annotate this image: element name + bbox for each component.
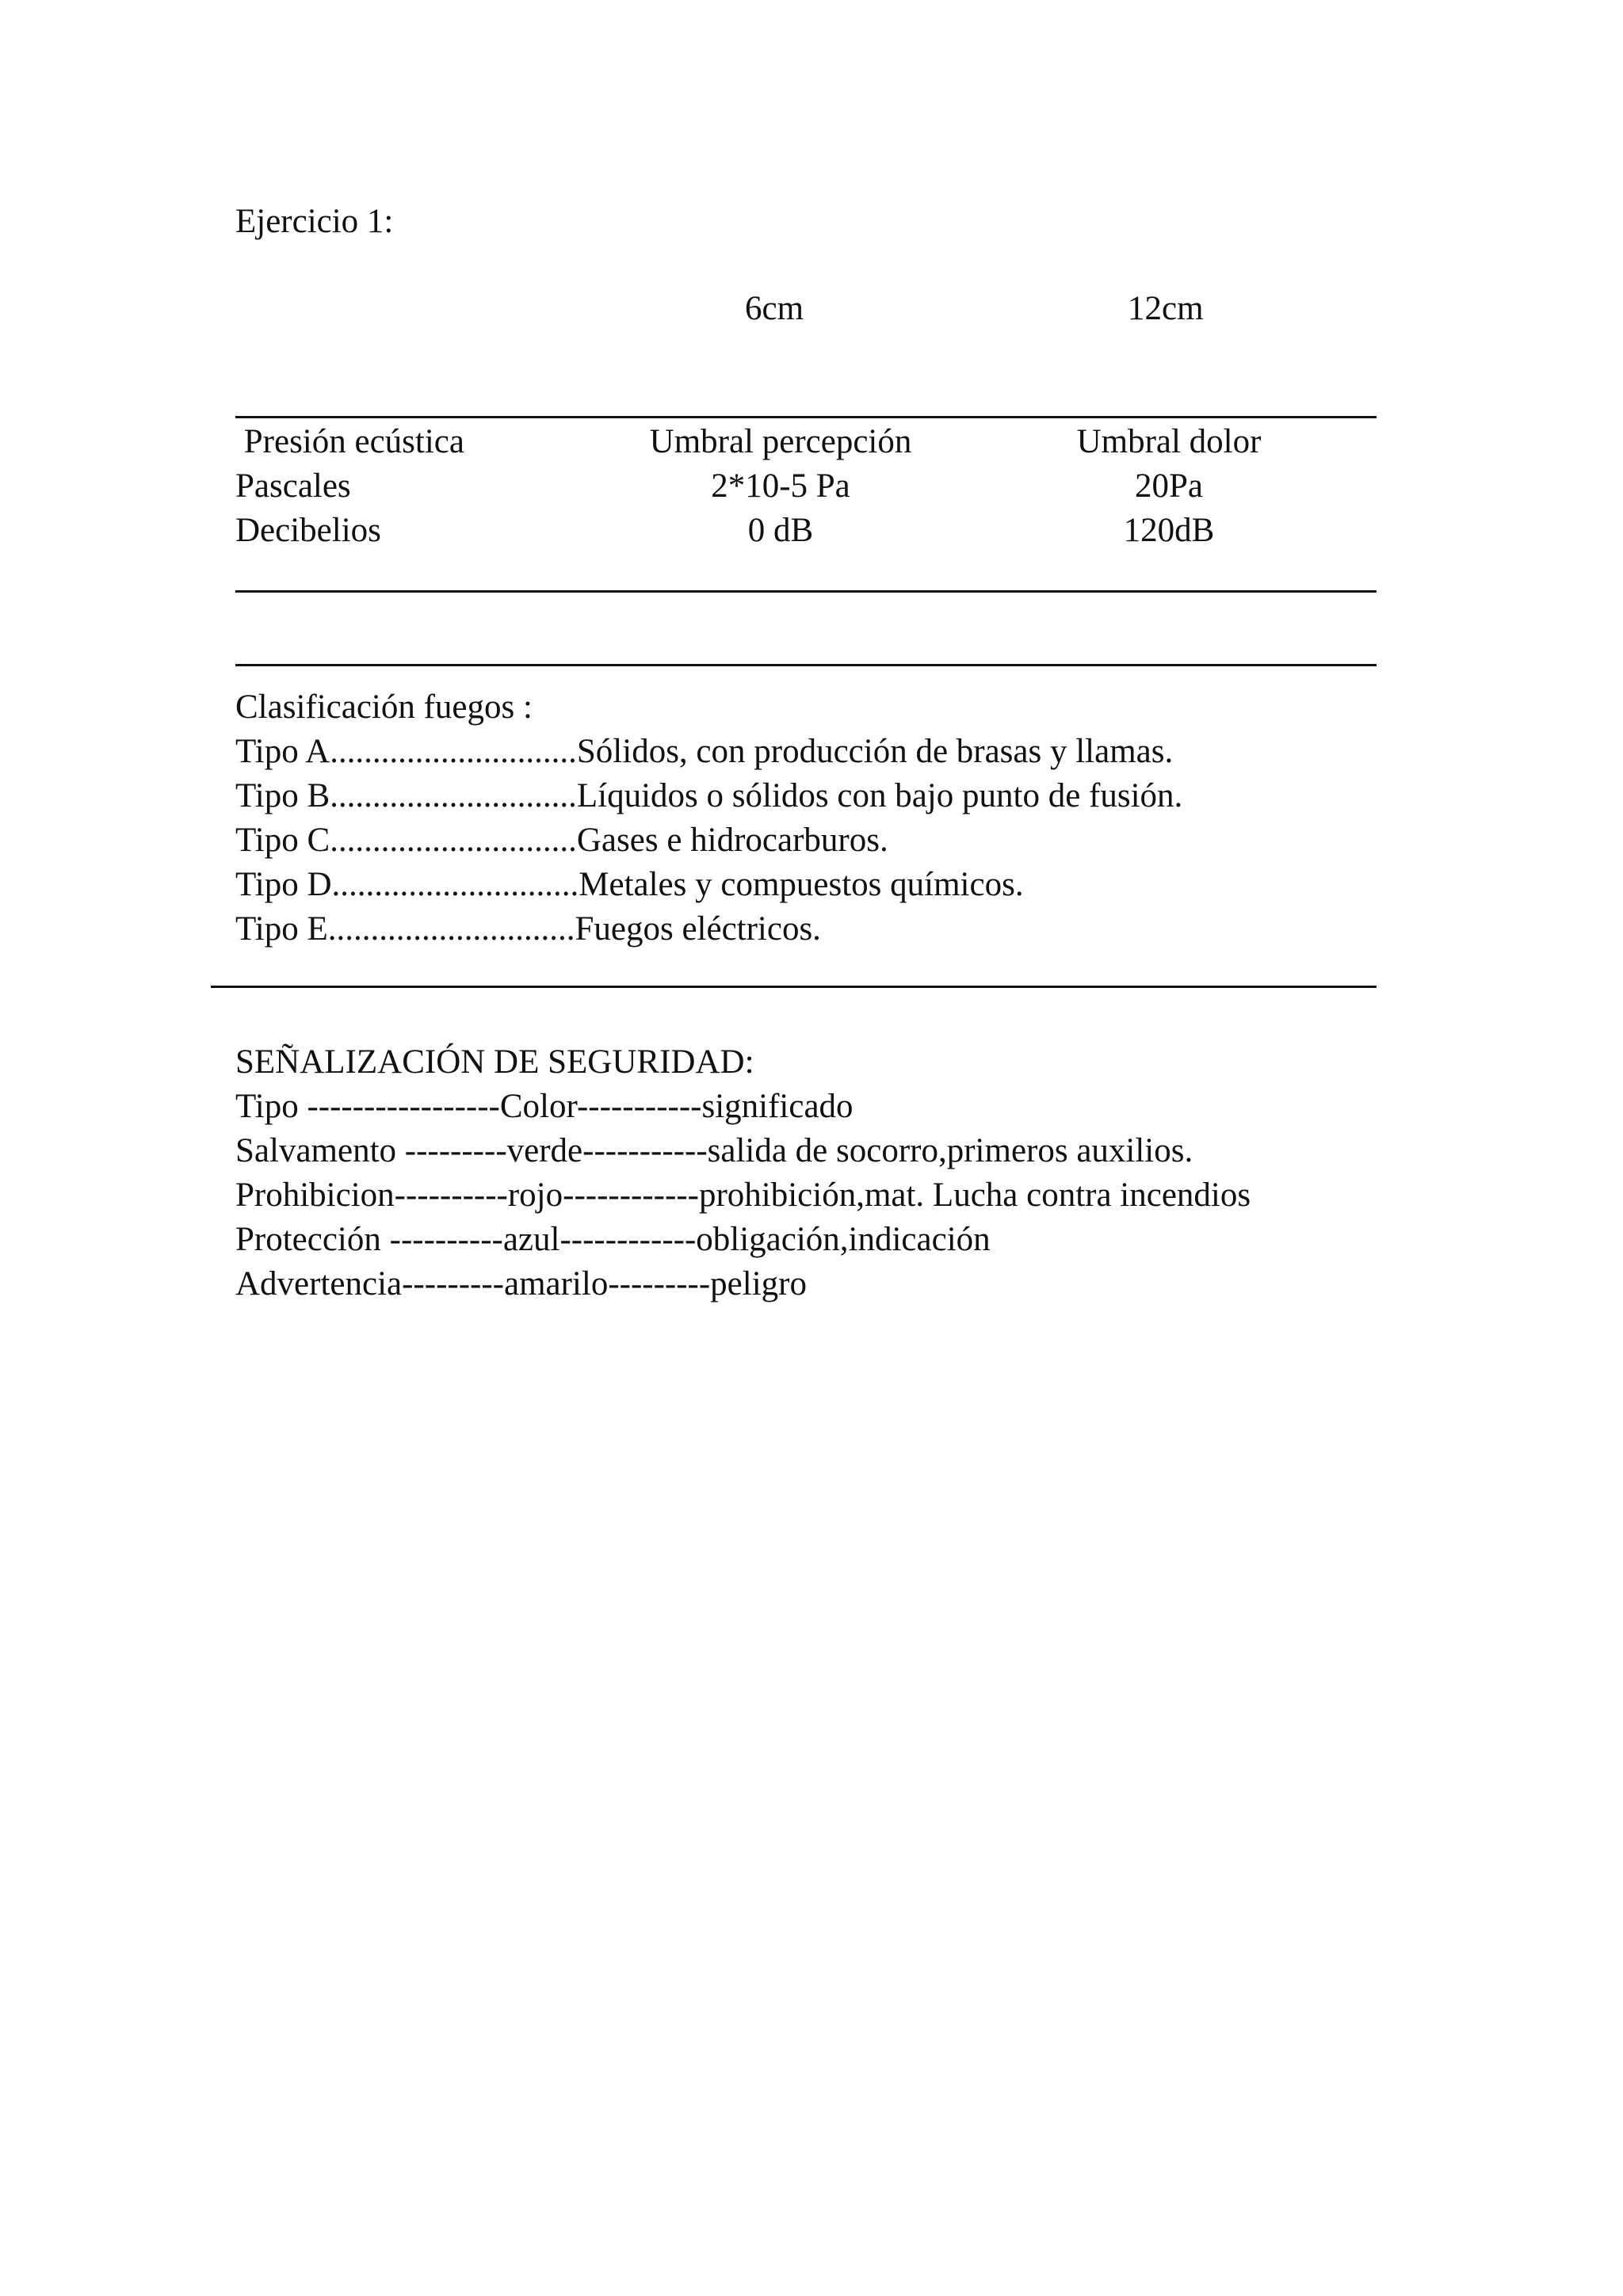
signage-heading: SEÑALIZACIÓN DE SEGURIDAD: <box>235 1043 754 1081</box>
table-cell-decibelios-pain: 120dB <box>1123 512 1215 549</box>
fires-bottom-rule <box>211 986 1377 988</box>
column-label-12cm: 12cm <box>1128 290 1204 327</box>
list-item: Prohibicion----------rojo------------prohibición,mat. Lucha contra incendios <box>235 1177 1251 1214</box>
list-item: Tipo E.............................Fuegos eléctricos. <box>235 910 821 948</box>
column-label-6cm: 6cm <box>745 290 804 327</box>
table-top-rule <box>235 416 1377 418</box>
table-row-label-pascales: Pascales <box>235 467 351 505</box>
table-bottom-rule <box>235 590 1377 593</box>
list-item: Salvamento ---------verde-----------salida de socorro,primeros auxilios. <box>235 1132 1193 1169</box>
table-header-pain-threshold: Umbral dolor <box>1076 423 1262 460</box>
exercise-title: Ejercicio 1: <box>235 203 394 240</box>
table-cell-pascales-pain: 20Pa <box>1135 467 1203 505</box>
list-item: Tipo C.............................Gases e hidrocarburos. <box>235 822 888 859</box>
table-cell-decibelios-perception: 0 dB <box>747 512 814 549</box>
list-item: Protección ----------azul------------obligación,indicación <box>235 1221 991 1258</box>
list-item: Tipo D.............................Metales y compuestos químicos. <box>235 866 1024 903</box>
table-row-label-decibelios: Decibelios <box>235 512 381 549</box>
table-header-pressure: Presión ecústica <box>235 423 464 460</box>
fires-heading: Clasificación fuegos : <box>235 688 533 726</box>
list-item: Tipo B.............................Líquidos o sólidos con bajo punto de fusión. <box>235 777 1183 814</box>
table-cell-pascales-perception: 2*10-5 Pa <box>711 467 850 505</box>
table-header-perception-threshold: Umbral percepción <box>649 423 912 460</box>
list-item: Tipo A.............................Sólidos, con producción de brasas y llamas. <box>235 733 1174 770</box>
fires-top-rule <box>235 664 1377 666</box>
list-item: Advertencia---------amarilo---------peligro <box>235 1265 807 1302</box>
list-item: Tipo -----------------Color-----------significado <box>235 1088 854 1125</box>
